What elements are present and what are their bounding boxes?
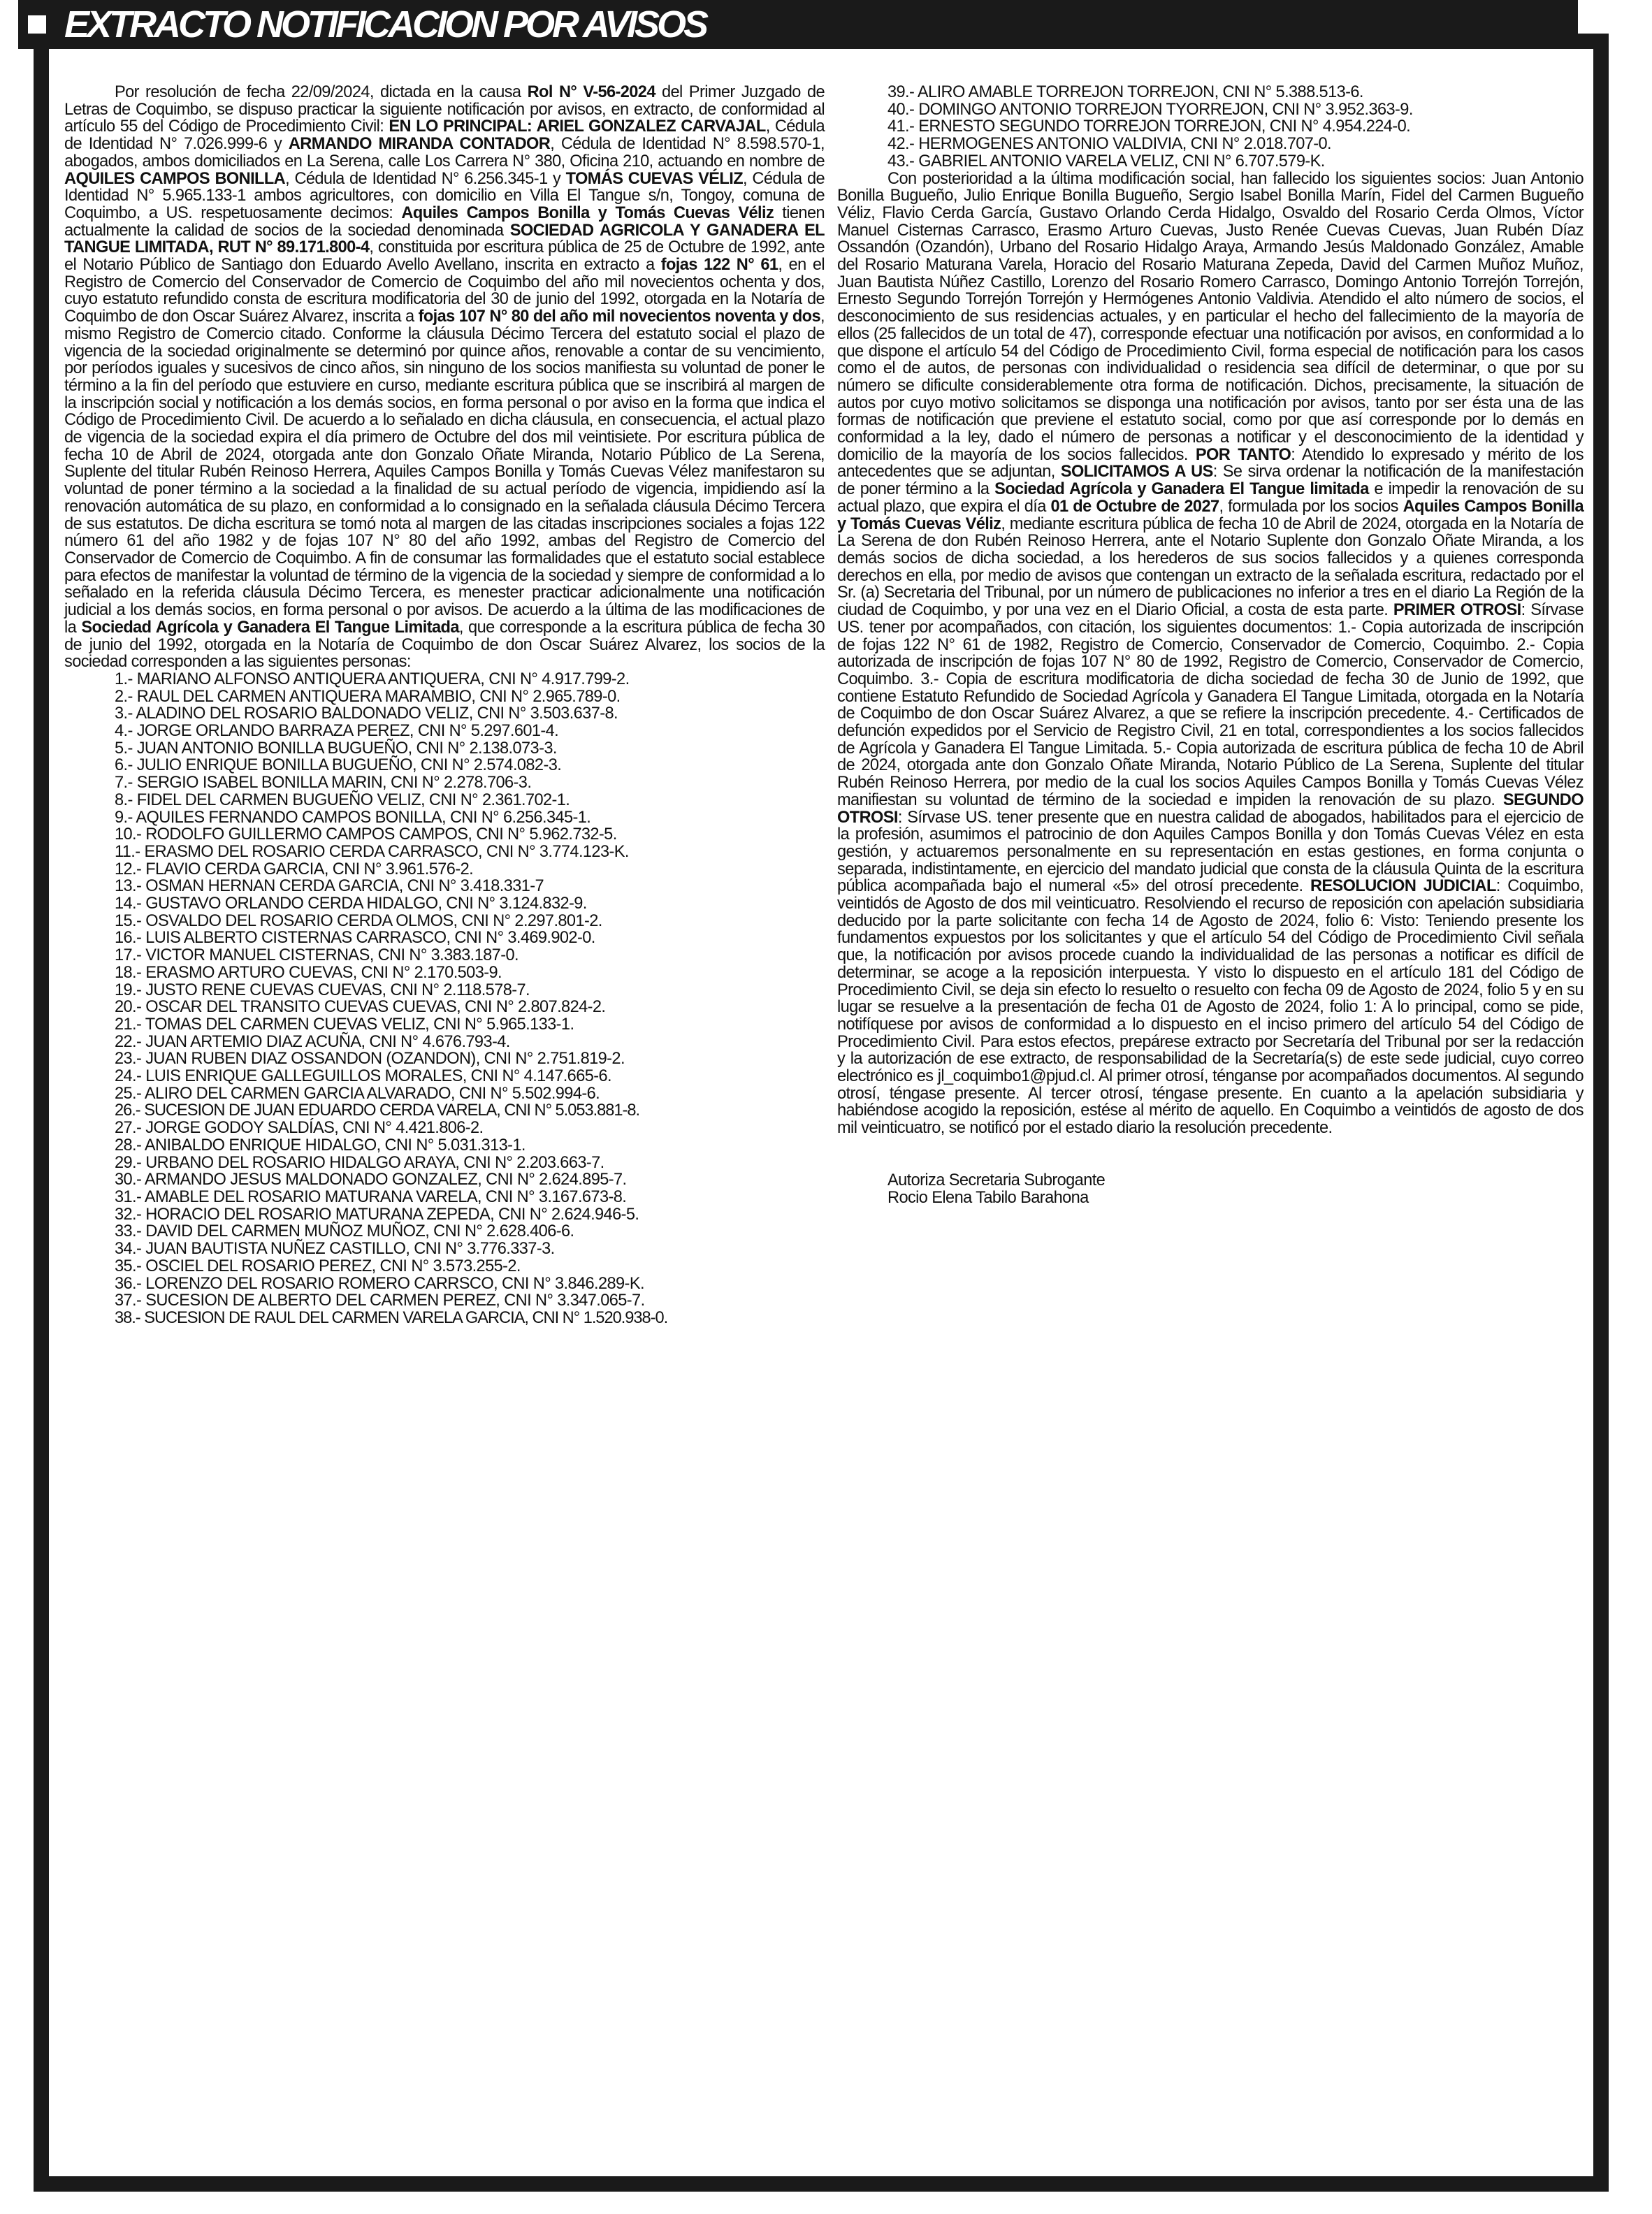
- socios-list-part-2: [837, 84, 1584, 171]
- socio-list-item: 20.- OSCAR DEL TRANSITO CUEVAS CUEVAS, CNI N° 2.807.824-2.: [115, 998, 606, 1017]
- bold-text-run: fojas 107 N° 80 del año mil novecientos noventa y dos: [418, 308, 821, 326]
- bold-text-run: RESOLUCION JUDICIAL: [1310, 877, 1496, 896]
- bold-text-run: POR TANTO: [1195, 445, 1291, 464]
- text-run: , en el Registro de Comercio del Conservador de Comercio de Coquimbo del año mil novecientos ochenta y dos, cuyo estatuto refundido consta de escritura modificatoria del 30 de junio del 1992, otorgada en la Notaría de Coquimbo de don Oscar Suárez Alvarez, inscrita a: [64, 256, 825, 326]
- text-run: , Cédula de Identidad N° 7.026.999-6 y: [64, 117, 825, 154]
- bold-text-run: Rol N° V-56-2024: [527, 83, 655, 101]
- text-run: : Coquimbo, veintidós de Agosto de dos mil veinticuatro. Resolviendo el recurso de reposición con apelación subsidiaria deducido por la parte solicitante con fecha 14 de Agosto de 2024, folio 6: Visto: Teniendo presente los fundamentos expuestos por los solicitantes y que el artículo 54 del Código de Procedimiento Civil señala que, la notificación por avisos procede cuando la individualidad de las personas a notificar es difícil de determinar, se acoge a la reposición interpuesta. Y visto lo dispuesto en el artículo 181 del Código de Procedimiento Civil, se deja sin efecto lo resuelto o resuelto con fecha 09 de Agosto de 2024, folio 5 y en su lugar se resuelve a la presentación de fecha 01 de Agosto de 2024, folio 1: A lo principal, como se pide, notifíquese por avisos de conformidad a lo dispuesto en el inciso primero del artículo 54 del Código de Procedimiento Civil. Para estos efectos, prepárese extracto por Secretaría del Tribunal por ser la redacción y la autorización de ese extracto, de responsabilidad de la Secretaría(s) de este sede judicial, cuyo correo electrónico es jl_coquimbo1@pjud.cl. Al primer otrosí, ténganse por acompañados documentos. Al segundo otrosí, téngase presente. Al tercer otrosí, téngase presente. En cuanto a la apelación subsidiaria y habiéndose acogido la reposición, estése al mérito de aquello. En Coquimbo a veintidós de agosto de dos mil veinticuatro, se notificó por el estado diario la resolución precedente.: [837, 877, 1584, 1138]
- text-run: , mediante escritura pública de fecha 10 de Abril de 2024, otorgada en la Notaría de La Serena de don Rubén Reinoso Herrera, ante el Notario Suplente don Gonzalo Oñate Miranda, a los demás socios de dicha sociedad, a los herederos de sus socios fallecidos y a quienes corresponda derechos en ella, por medio de avisos que contengan un extracto de la señalada escritura, redactado por el Sr. (a) Secretaria del Tribunal, por un número de publicaciones no inferior a tres en el diario La Región de la ciudad de Coquimbo, y por una vez en el Diario Oficial, a costa de esta parte.: [837, 514, 1584, 620]
- socio-list-item: 32.- HORACIO DEL ROSARIO MATURANA ZEPEDA, CNI N° 2.624.946-5.: [115, 1205, 639, 1224]
- text-run: , Cédula de Identidad N° 8.598.570-1, abogados, ambos domiciliados en La Serena, calle Los Carrera N° 380, Oficina 210, actuando en nombre de: [64, 135, 825, 171]
- socio-list-item: 7.- SERGIO ISABEL BONILLA MARIN, CNI N° 2.278.706-3.: [115, 774, 532, 793]
- bold-text-run: PRIMER OTROSI: [1393, 601, 1521, 620]
- text-run: , que corresponde a la escritura pública de fecha 30 de junio del 1992, otorgada en la Notaría de Coquimbo de don Oscar Suárez Alvarez, los socios de la sociedad corresponden a las siguientes personas:: [64, 618, 825, 672]
- left-column: [64, 84, 825, 1327]
- text-run: tienen actualmente la calidad de socios de la sociedad denominada: [64, 203, 825, 240]
- socio-list-item: 38.- SUCESION DE RAUL DEL CARMEN VARELA GARCIA, CNI N° 1.520.938-0.: [115, 1308, 668, 1327]
- text-run: , constituida por escritura pública de 25 de Octubre de 1992, ante el Notario Público de Santiago don Eduardo Avello Avellano, inscrita en extracto a: [64, 238, 825, 275]
- socio-list-item: 42.- HERMOGENES ANTONIO VALDIVIA, CNI N° 2.018.707-0.: [887, 135, 1331, 154]
- text-run: , formulada por los socios: [1219, 497, 1403, 516]
- socio-list-item: 5.- JUAN ANTONIO BONILLA BUGUEÑO, CNI N° 2.138.073-3.: [115, 739, 557, 758]
- socio-list-item: 26.- SUCESION DE JUAN EDUARDO CERDA VARELA, CNI N° 5.053.881-8.: [115, 1101, 640, 1120]
- socio-list-item: 31.- AMABLE DEL ROSARIO MATURANA VARELA, CNI N° 3.167.673-8.: [115, 1188, 627, 1206]
- text-run: , mismo Registro de Comercio citado. Conforme la cláusula Décimo Tercera del estatuto social el plazo de vigencia de la sociedad originalmente se determinó por quince años, renovable a contar de su vencimiento, por períodos iguales y sucesivos de cinco años, sin ninguno de los socios manifiesta su voluntad de poner le término a la fin del período que estuviere en curso, mediante escritura pública que se inscribirá al margen de la inscripción social y notificación a los demás socios, en forma personal o por aviso en la forma que indica el Código de Procedimiento Civil. De acuerdo a lo señalado en dicha cláusula, en consecuencia, el actual plazo de vigencia de la sociedad expira el día primero de Octubre del dos mil veintisiete. Por escritura pública de fecha 10 de Abril de 2024, otorgada ante don Gonzalo Oñate Miranda, Notario Público de La Serena, Suplente del titular Rubén Reinoso Herrera, Aquiles Campos Bonilla y Tomás Cuevas Vélez manifestaron su voluntad de poner término a la sociedad a la finalidad de su actual período de vigencia, impidiendo así la renovación automática de su plazo, en conformidad a lo consignado en la señalada cláusula Décimo Tercera de sus estatutos. De dicha escritura se tomó nota al margen de las citadas inscripciones sociales a fojas 122 número 61 del año 1982 y de fojas 107 N° 80 del año 1992, ambas del Registro de Comercio del Conservador de Comercio de Coquimbo. A fin de consumar las formalidades que el estatuto social establece para efectos de manifestar la voluntad de término de la vigencia de la sociedad y siempre de conformidad a lo señalado en la referida cláusula Décimo Tercera, es menester practicar adicionalmente una notificación judicial a los demás socios, en forma personal o por avisos. De acuerdo a la última de las modificaciones de la: [64, 308, 825, 637]
- bold-text-run: ARMANDO MIRANDA CONTADOR: [288, 135, 551, 154]
- bold-text-run: EN LO PRINCIPAL: ARIEL GONZALEZ CARVAJAL: [389, 117, 766, 136]
- socio-list-item: 12.- FLAVIO CERDA GARCIA, CNI N° 3.961.576-2.: [115, 860, 474, 878]
- socio-list-item: 6.- JULIO ENRIQUE BONILLA BUGUEÑO, CNI N° 2.574.082-3.: [115, 756, 562, 775]
- signature-block: [887, 1172, 1584, 1206]
- socio-list-item: 39.- ALIRO AMABLE TORREJON TORREJON, CNI N° 5.388.513-6.: [887, 83, 1363, 101]
- bold-text-run: TOMÁS CUEVAS VÉLIZ: [565, 169, 744, 188]
- socio-list-item: 10.- RODOLFO GUILLERMO CAMPOS CAMPOS, CNI N° 5.962.732-5.: [115, 825, 617, 844]
- socios-list-part-1: [64, 671, 825, 1327]
- bold-text-run: 01 de Octubre de 2027: [1050, 497, 1219, 516]
- bold-text-run: Aquiles Campos Bonilla y Tomás Cuevas Véliz: [401, 203, 774, 222]
- socio-list-item: 4.- JORGE ORLANDO BARRAZA PEREZ, CNI N° 5.297.601-4.: [115, 722, 559, 741]
- socio-list-item: 29.- URBANO DEL ROSARIO HIDALGO ARAYA, CNI N° 2.203.663-7.: [115, 1153, 604, 1172]
- socio-list-item: 11.- ERASMO DEL ROSARIO CERDA CARRASCO, CNI N° 3.774.123-K.: [115, 842, 629, 861]
- socio-list-item: 41.- ERNESTO SEGUNDO TORREJON TORREJON, CNI N° 4.954.224-0.: [887, 117, 1411, 136]
- bold-text-run: SOCIEDAD AGRICOLA Y GANADERA EL TANGUE LIMITADA, RUT N° 89.171.800-4: [64, 221, 825, 257]
- socio-list-item: 30.- ARMANDO JESUS MALDONADO GONZALEZ, CNI N° 2.624.895-7.: [115, 1171, 627, 1189]
- bold-text-run: Sociedad Agrícola y Ganadera El Tangue limitada: [994, 480, 1369, 499]
- notice-title: EXTRACTO NOTIFICACION POR AVISOS: [64, 3, 707, 45]
- socio-list-item: 36.- LORENZO DEL ROSARIO ROMERO CARRSCO, CNI N° 3.846.289-K.: [115, 1274, 644, 1293]
- socio-list-item: 23.- JUAN RUBEN DIAZ OSSANDON (OZANDON), CNI N° 2.751.819-2.: [115, 1050, 625, 1069]
- text-run: e impedir la renovación de su actual plazo, que expira el día: [837, 480, 1584, 516]
- socio-list-item: 33.- DAVID DEL CARMEN MUÑOZ MUÑOZ, CNI N° 2.628.406-6.: [115, 1222, 574, 1241]
- socio-list-item: 18.- ERASMO ARTURO CUEVAS, CNI N° 2.170.503-9.: [115, 963, 502, 982]
- socio-list-item: 9.- AQUILES FERNANDO CAMPOS BONILLA, CNI N° 6.256.345-1.: [115, 808, 591, 827]
- socio-list-item: 28.- ANIBALDO ENRIQUE HIDALGO, CNI N° 5.031.313-1.: [115, 1136, 526, 1155]
- bold-text-run: SOLICITAMOS A US: [1060, 463, 1213, 482]
- text-run: : Atendido lo expresado y mérito de los antecedentes que se adjuntan,: [837, 445, 1584, 482]
- socio-list-item: 40.- DOMINGO ANTONIO TORREJON TYORREJON, CNI N° 3.952.363-9.: [887, 100, 1413, 119]
- body-paragraph: [837, 171, 1584, 1137]
- socio-list-item: 15.- OSVALDO DEL ROSARIO CERDA OLMOS, CNI N° 2.297.801-2.: [115, 911, 602, 930]
- text-run: : Sírvase US. tener por acompañados, con citación, los siguientes documentos: 1.- Copia autorizada de inscripción de fojas 122 N° 61 de 1982, Registro de Comercio, Conservador de Comercio, Coquimbo. 2.- Copia autorizada de inscripción de fojas 107 N° 80 de 1992, Registro de Comercio, Conservador de Comercio, Coquimbo. 3.- Copia de escritura modificatoria de dicha sociedad de fecha 30 de Junio de 1992, que contiene Estatuto Refundido de Sociedad Agrícola y Ganadera El Tangue Limitada, otorgada en la Notaría de Coquimbo de don Oscar Suárez Alvarez, a que se refiere la inscripción precedente. 4.- Certificados de defunción expedidos por el Servicio de Registro Civil, 21 en total, correspondientes a los socios fallecidos de Agrícola y Ganadera El Tangue Limitada. 5.- Copia autorizada de escritura pública de fecha 10 de Abril de 2024, otorgada ante don Gonzalo Oñate Miranda, Notario Público de La Serena, Suplente del titular Rubén Reinoso Herrera, por medio de la cual los socios Aquiles Campos Bonilla y Tomás Cuevas Vélez manifiestan su voluntad de término de la sociedad e impiden la renovación de su plazo.: [837, 601, 1584, 809]
- socio-list-item: 35.- OSCIEL DEL ROSARIO PEREZ, CNI N° 3.573.255-2.: [115, 1257, 521, 1275]
- socio-list-item: 19.- JUSTO RENE CUEVAS CUEVAS, CNI N° 2.118.578-7.: [115, 981, 530, 999]
- signature-line-1: Autoriza Secretaria Subrogante: [887, 1171, 1106, 1189]
- bold-text-run: AQUILES CAMPOS BONILLA: [64, 169, 286, 188]
- socio-list-item: 13.- OSMAN HERNAN CERDA GARCIA, CNI N° 3.418.331-7: [115, 877, 544, 896]
- text-run: Con posterioridad a la última modificación social, han fallecido los siguientes socios: Juan Antonio Bonilla Bugueño, Julio Enrique Bonilla Bugueño, Sergio Isabel Bonilla Marín, Fidel del Carmen Bugueño Véliz, Flavio Cerda García, Gustavo Orlando Cerda Hidalgo, Osvaldo del Rosario Cerda Olmos, Víctor Manuel Cisternas Carrasco, Erasmo Arturo Cuevas, Justo Renée Cuevas Cuevas, Juan Rubén Díaz Ossandón (Ozandón), Urbano del Rosario Hidalgo Araya, Armando Jesús Maldonado González, Amable del Rosario Maturana Varela, Horacio del Rosario Maturana Zepeda, David del Carmen Muñoz Muñoz, Juan Bautista Núñez Castillo, Lorenzo del Rosario Romero Carrasco, Domingo Antonio Torrejón Torrejón, Ernesto Segundo Torrejón Torrejón y Hermógenes Antonio Valdivia. Atendido el alto número de socios, el desconocimiento de sus residencias actuales, y en particular el hecho del fallecimiento de la mayoría de ellos (25 fallecidos de un total de 47), corresponde efectuar una notificación por avisos, en conformidad a lo que dispone el artículo 54 del Código de Procedimiento Civil, forma especial de notificación para los casos como el de autos, de personas con individualidad o residencia sea difícil de determinar, o que por su número se dificulte considerablemente otra forma de notificación. Dichos, precisamente, la situación de autos por cuyo motivo solicitamos se disponga una notificación por avisos, tanto por ser ésta una de las formas de notificación que previene el estatuto social, como por que así corresponde por lo demás en conformidad a la ley, dado el número de personas a notificar y el desconocimiento de la identidad y domicilio de la mayoría de los socios fallecidos.: [837, 169, 1584, 464]
- right-column: [837, 84, 1584, 1206]
- socio-list-item: 2.- RAUL DEL CARMEN ANTIQUERA MARAMBIO, CNI N° 2.965.789-0.: [115, 687, 621, 706]
- socio-list-item: 3.- ALADINO DEL ROSARIO BALDONADO VELIZ, CNI N° 3.503.637-8.: [115, 704, 618, 723]
- socio-list-item: 24.- LUIS ENRIQUE GALLEGUILLOS MORALES, CNI N° 4.147.665-6.: [115, 1067, 611, 1086]
- intro-paragraph: [64, 84, 825, 671]
- bold-text-run: Sociedad Agrícola y Ganadera El Tangue Limitada: [81, 618, 459, 637]
- text-run: del Primer Juzgado de Letras de Coquimbo, se dispuso practicar la siguiente notificación por avisos, en extracto, de conformidad al artículo 55 del Código de Procedimiento Civil:: [64, 83, 825, 136]
- socio-list-item: 34.- JUAN BAUTISTA NUÑEZ CASTILLO, CNI N° 3.776.337-3.: [115, 1240, 555, 1259]
- bold-text-run: Aquiles Campos Bonilla y Tomás Cuevas Véliz: [837, 497, 1584, 533]
- socio-list-item: 43.- GABRIEL ANTONIO VARELA VELIZ, CNI N° 6.707.579-K.: [887, 152, 1325, 171]
- socio-list-item: 17.- VICTOR MANUEL CISTERNAS, CNI N° 3.383.187-0.: [115, 946, 519, 965]
- bold-text-run: SEGUNDO OTROSI: [837, 790, 1584, 827]
- signature-line-2: Rocio Elena Tabilo Barahona: [887, 1188, 1089, 1207]
- socio-list-item: 27.- JORGE GODOY SALDÍAS, CNI N° 4.421.806-2.: [115, 1119, 484, 1138]
- socio-list-item: 16.- LUIS ALBERTO CISTERNAS CARRASCO, CNI N° 3.469.902-0.: [115, 929, 595, 948]
- socio-list-item: 14.- GUSTAVO ORLANDO CERDA HIDALGO, CNI N° 3.124.832-9.: [115, 895, 587, 913]
- socio-list-item: 22.- JUAN ARTEMIO DIAZ ACUÑA, CNI N° 4.676.793-4.: [115, 1032, 510, 1051]
- socio-list-item: 1.- MARIANO ALFONSO ANTIQUERA ANTIQUERA, CNI N° 4.917.799-2.: [115, 670, 630, 688]
- text-run: , Cédula de Identidad N° 6.256.345-1 y: [285, 169, 566, 188]
- text-run: , Cédula de Identidad N° 5.965.133-1 ambos agricultores, con domicilio en Villa El Tangue s/n, Tongoy, comuna de Coquimbo, a US. respetuosamente decimos:: [64, 169, 825, 222]
- text-run: : Se sirva ordenar la notificación de la manifestación de poner término a la: [837, 463, 1584, 499]
- text-run: : Sírvase US. tener presente que en nuestra calidad de abogados, habilitados para el ejercicio de la profesión, asumimos el patrocinio de don Aquiles Campos Bonilla y don Tomás Cuevas Vélez en esta gestión, y actuaremos personalmente en su representación en estas gestiones, en forma conjunta o separada, indistintamente, en ejercicio del mandato judicial que consta de la cláusula Quinta de la escritura pública acompañada bajo el numeral «5» del otrosí precedente.: [837, 808, 1584, 896]
- socio-list-item: 25.- ALIRO DEL CARMEN GARCIA ALVARADO, CNI N° 5.502.994-6.: [115, 1084, 600, 1103]
- socio-list-item: 8.- FIDEL DEL CARMEN BUGUEÑO VELIZ, CNI N° 2.361.702-1.: [115, 790, 570, 809]
- square-bullet-icon: [28, 15, 46, 34]
- bold-text-run: fojas 122 N° 61: [660, 256, 778, 275]
- notice-header: [18, 0, 1578, 49]
- text-run: Por resolución de fecha 22/09/2024, dictada en la causa: [115, 83, 528, 101]
- socio-list-item: 37.- SUCESION DE ALBERTO DEL CARMEN PEREZ, CNI N° 3.347.065-7.: [115, 1292, 645, 1310]
- socio-list-item: 21.- TOMAS DEL CARMEN CUEVAS VELIZ, CNI N° 5.965.133-1.: [115, 1015, 574, 1034]
